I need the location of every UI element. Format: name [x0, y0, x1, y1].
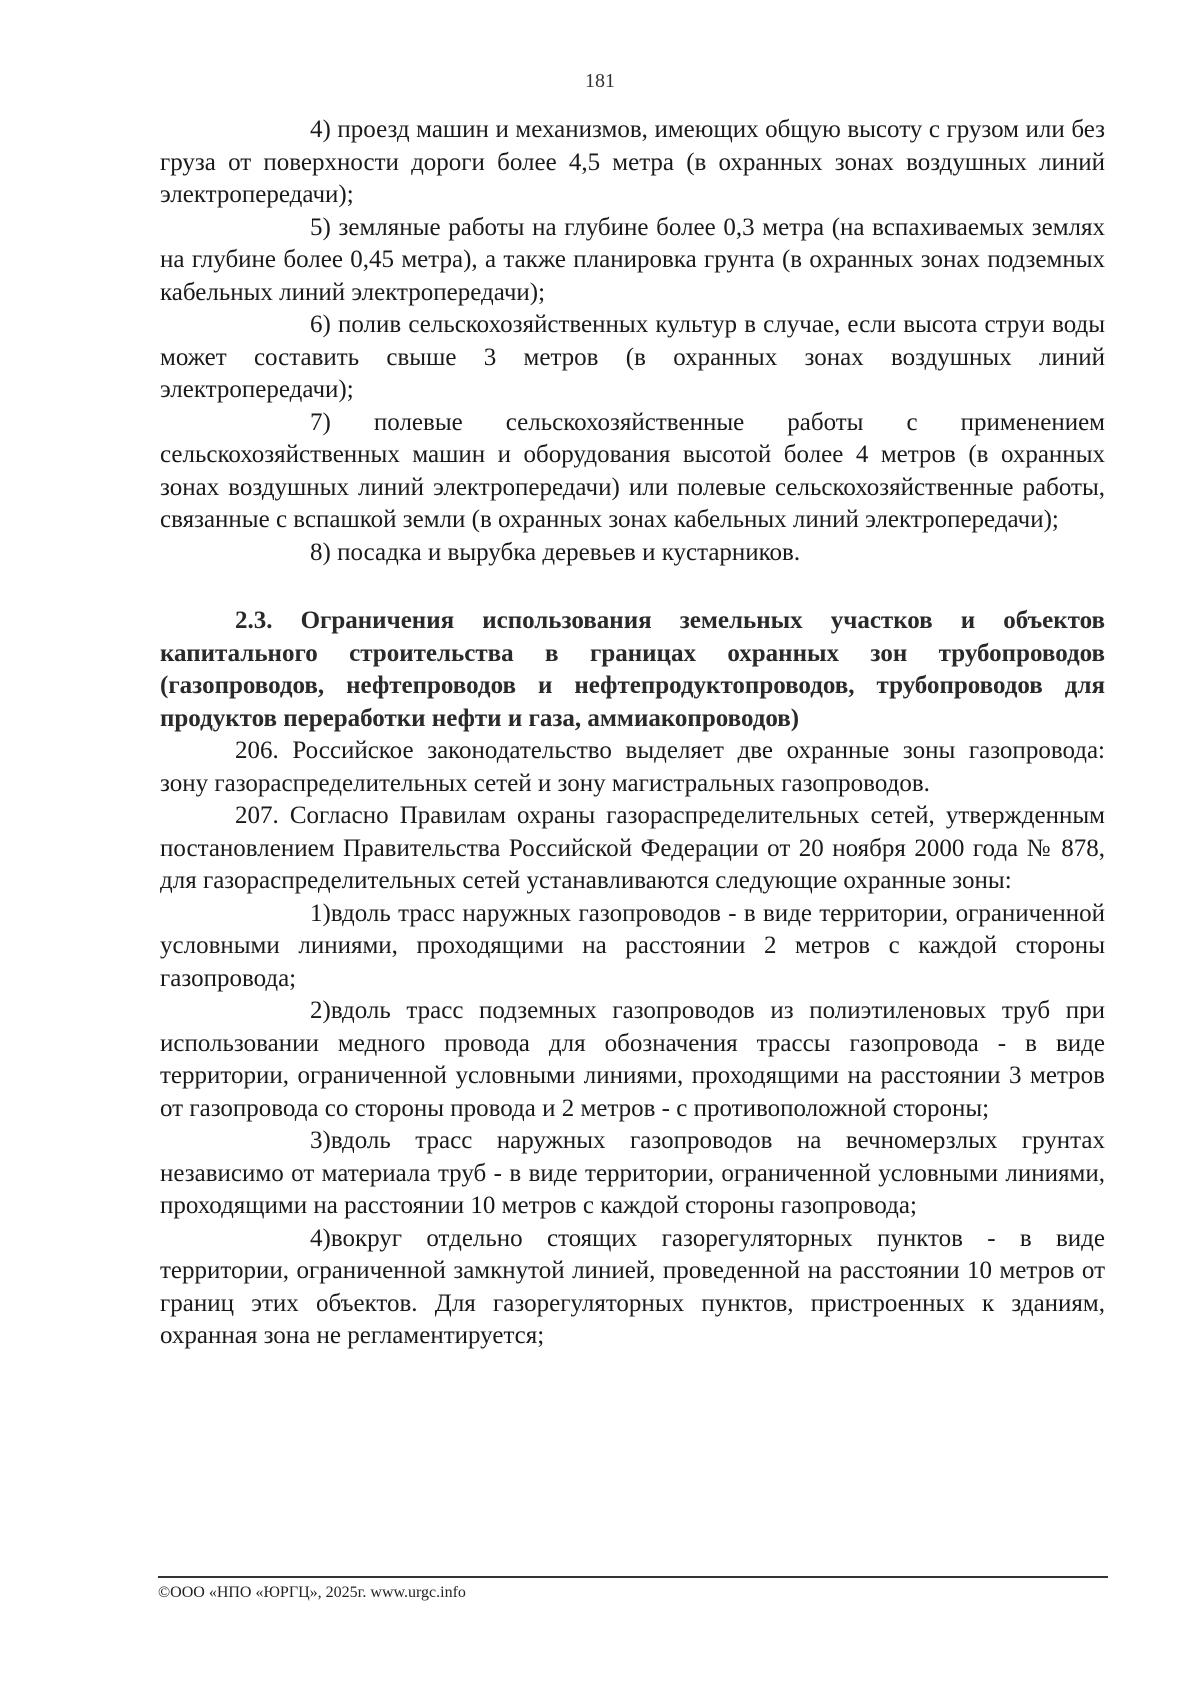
paragraph-206: 206. Российское законодательство выделяет две охранные зоны газопровода: зону газораспределительных сетей и зону магистральных газопроводов. — [160, 737, 1105, 797]
list-number: 3) — [310, 1127, 331, 1154]
list-item — [160, 898, 1105, 996]
list-text: проезд машин и механизмов, имеющих общую высоту с грузом или без груза от поверхности дороги более 4,5 метра (в охранных зонах воздушных линий электропередачи); — [160, 116, 1106, 208]
list-item — [160, 1223, 1105, 1353]
list-number: 8) — [310, 538, 331, 566]
list-text: посадка и вырубка деревьев и кустарников. — [337, 538, 801, 566]
list-item — [160, 114, 1105, 212]
list-number: 4) — [310, 116, 331, 143]
document-body — [160, 114, 1105, 1353]
footer-copyright: ©ООО «НПО «ЮРГЦ», 2025г. www.urgc.info — [158, 1584, 466, 1601]
list-number: 7) — [310, 408, 331, 436]
list-item — [160, 407, 1105, 537]
list-text: земляные работы на глубине более 0,3 метра (на вспахиваемых землях на глубине более 0,45 метра), а также планировка грунта (в охранных зонах подземных кабельных линий электропередачи); — [160, 213, 1106, 306]
section-spacer — [160, 569, 1105, 605]
page-number: 181 — [585, 70, 615, 92]
list-item — [160, 212, 1105, 310]
list-text: полив сельскохозяйственных культур в случае, если высота струи воды может составить свыше 3 метров (в охранных зонах воздушных линий электропередачи); — [160, 311, 1106, 403]
list-text: полевые сельскохозяйственные работы с применением сельскохозяйственных машин и оборудования высотой более 4 метров (в охранных зонах воздушных линий электропередачи) или полевые сельскохозяйственные работы, связанные с вспашкой земли (в охранных зонах кабельных линий электропередачи); — [160, 408, 1106, 533]
list-text: вдоль трасс наружных газопроводов - в виде территории, ограниченной условными линиями, проходящими на расстоянии 2 метров с каждой стороны газопровода; — [160, 899, 1105, 992]
list-item — [160, 1125, 1105, 1223]
footer-divider — [158, 1576, 1108, 1578]
list-number: 1) — [310, 899, 331, 927]
list-item — [160, 309, 1105, 407]
list-number: 6) — [310, 311, 331, 338]
paragraph-207: 207. Согласно Правилам охраны газораспределительных сетей, утвержденным постановлением Правительства Российской Федерации от 20 ноября 2000 года № 878, для газораспределительных сетей устанавливаются следующие охранные зоны: — [160, 802, 1105, 894]
list-text: вдоль трасс наружных газопроводов на вечномерзлых грунтах независимо от материала труб - в виде территории, ограниченной условными линиями, проходящими на расстоянии 10 метров с каждой стороны газопровода; — [160, 1127, 1105, 1219]
list-item — [160, 537, 1105, 570]
list-number: 2) — [310, 997, 331, 1024]
list-text: вокруг отдельно стоящих газорегуляторных пунктов - в виде территории, ограниченной замкнутой линией, проведенной на расстоянии 10 метров от границ этих объектов. Для газорегуляторных пунктов, пристроенных к зданиям, охранная зона не регламентируется; — [160, 1224, 1105, 1349]
section-heading: 2.3. Ограничения использования земельных участков и объектов капитального строительства в границах охранных зон трубопроводов (газопроводов, нефтепроводов и нефтепродуктопроводов, трубопроводов для продуктов переработки нефти и газа, аммиакопроводов) — [160, 607, 1105, 732]
list-number: 4) — [310, 1224, 331, 1252]
list-item — [160, 995, 1105, 1125]
list-number: 5) — [310, 213, 331, 241]
list-text: вдоль трасс подземных газопроводов из полиэтиленовых труб при использовании медного провода для обозначения трассы газопровода - в виде территории, ограниченной условными линиями, проходящими на расстоянии 3 метров от газопровода со стороны провода и 2 метров - с противоположной стороны; — [160, 997, 1105, 1122]
